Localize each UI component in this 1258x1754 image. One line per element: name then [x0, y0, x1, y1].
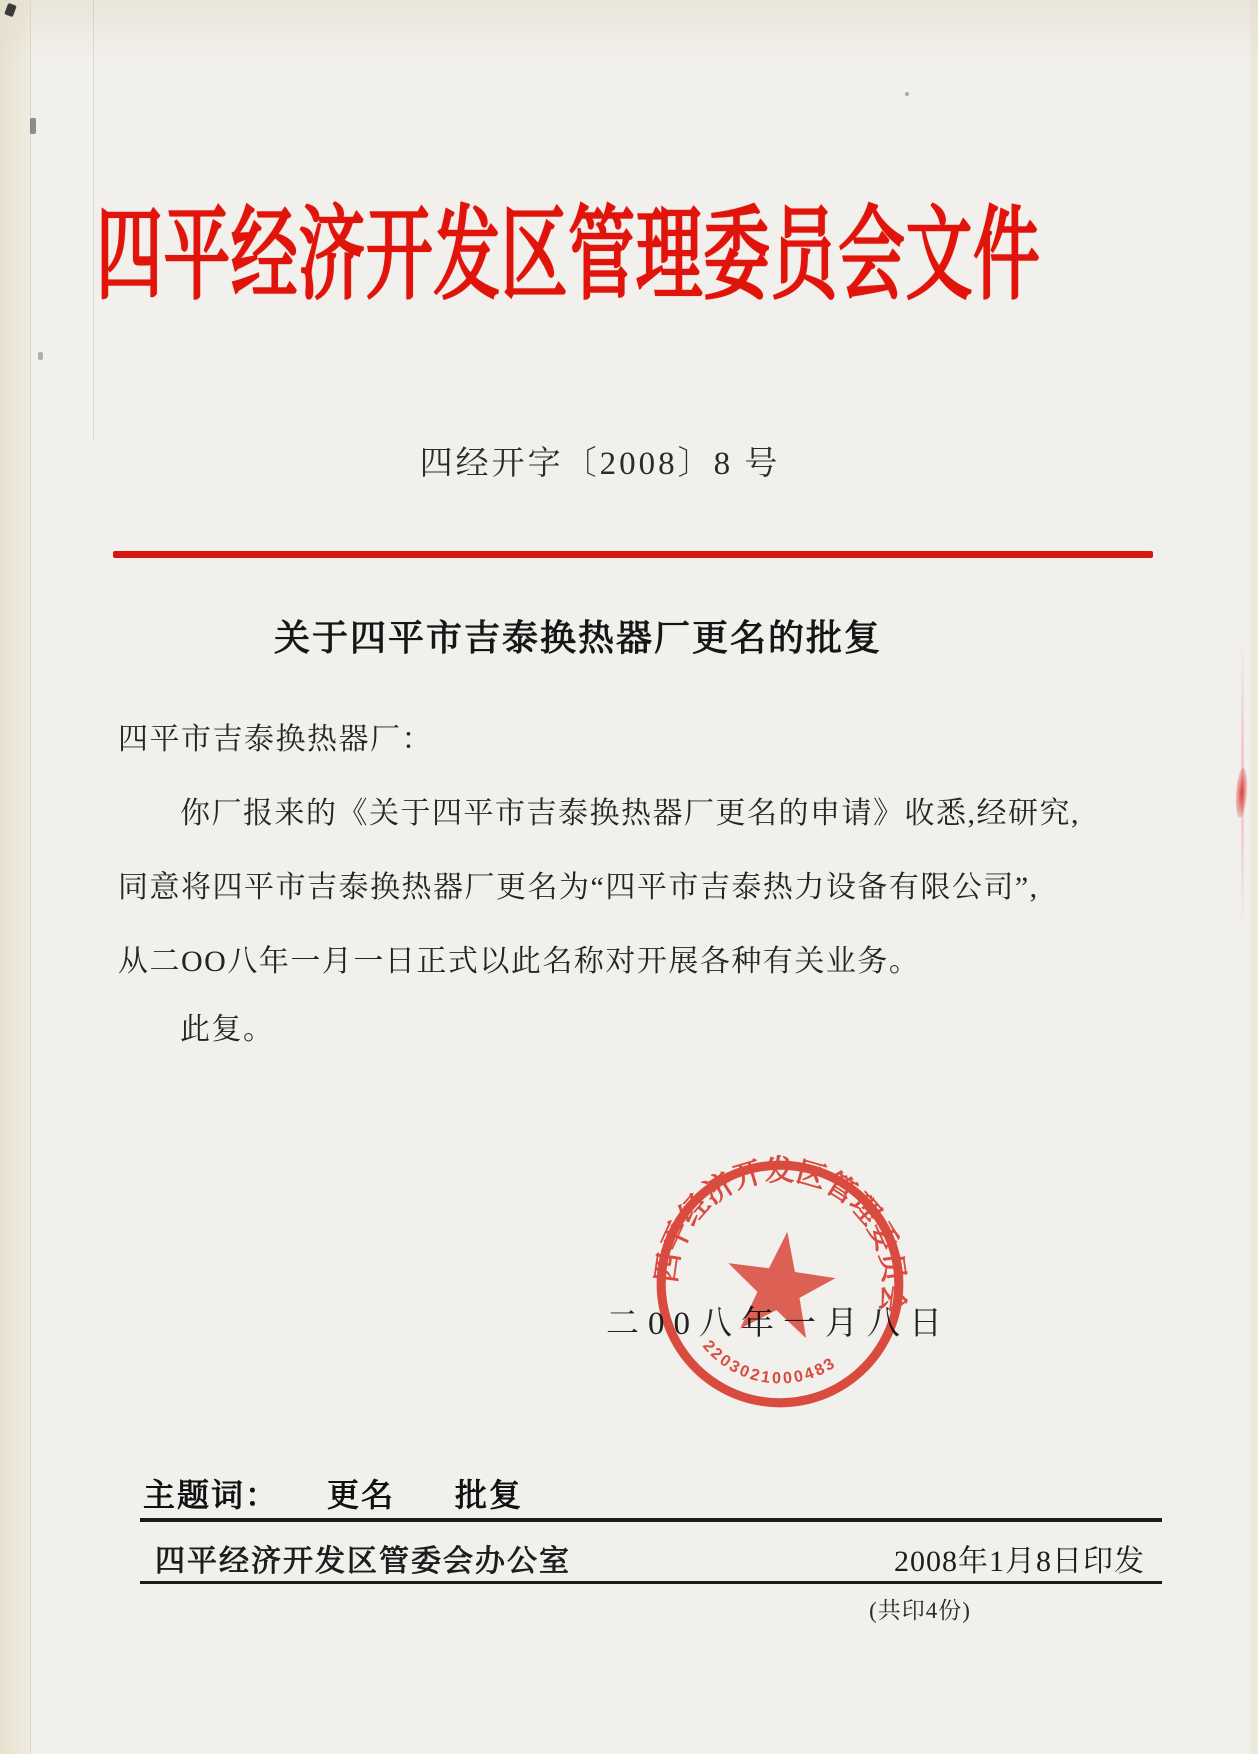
document-number: 四经开字〔2008〕8 号 [419, 446, 781, 482]
red-ink-smudge [1234, 768, 1248, 819]
print-date: 2008年1月8日印发 [894, 1545, 1145, 1578]
scan-speck [38, 352, 43, 360]
footer-rule-bottom [140, 1581, 1162, 1584]
scan-edge-top [0, 0, 1258, 60]
document-title: 关于四平市吉泰换热器厂更名的批复 [273, 617, 882, 658]
issue-date: 二00八年一月八日 [606, 1306, 951, 1342]
salutation: 四平市吉泰换热器厂： [118, 723, 433, 756]
keyword: 批复 [455, 1477, 524, 1513]
body-paragraph: 从二OO八年一月一日正式以此名称对开展各种有关业务。 [118, 945, 921, 978]
paper-crease [93, 0, 94, 440]
closing-phrase: 此复。 [180, 1013, 275, 1046]
official-seal [648, 1152, 912, 1416]
keywords-row [143, 1470, 583, 1516]
copies-note: (共印4份) [869, 1598, 971, 1623]
footer-office-row [155, 1536, 1145, 1580]
seal-serial-number: 2203021000483 [699, 1336, 840, 1388]
seal-star-icon [719, 1224, 841, 1341]
scan-edge-right [1250, 0, 1258, 1754]
scan-speck [30, 118, 36, 134]
letterhead-org-title: 四平经济开发区管理委员会文件 [96, 200, 1041, 313]
keywords-label: 主题词： [143, 1477, 280, 1513]
scan-edge-left [0, 0, 31, 1754]
keyword: 更名 [327, 1477, 396, 1513]
scan-speck [905, 92, 909, 96]
footer-rule-top [140, 1518, 1162, 1522]
body-paragraph: 同意将四平市吉泰换热器厂更名为“四平市吉泰热力设备有限公司”, [118, 871, 1039, 904]
issuing-office: 四平经济开发区管委会办公室 [155, 1545, 571, 1578]
red-separator-rule [113, 551, 1153, 558]
seal-arc-text: 四平经济开发区管理委员会 [649, 1154, 911, 1316]
body-paragraph: 你厂报来的《关于四平市吉泰换热器厂更名的申请》收悉,经研究, [180, 797, 1080, 830]
